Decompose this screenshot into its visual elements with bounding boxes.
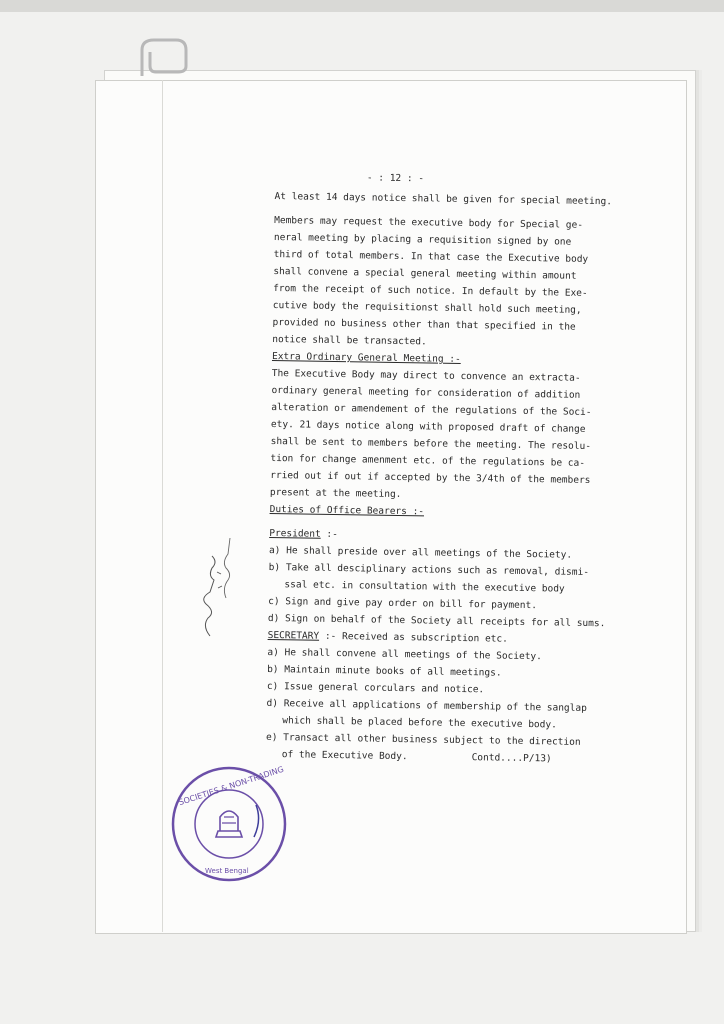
registrar-seal-stamp (170, 765, 288, 883)
contd-note: Contd....P/13) (471, 752, 552, 765)
paragraph-line: The Executive Body may direct to convence an extracta- (271, 367, 581, 384)
scan-edge (0, 0, 724, 12)
list-item: c) Sign and give pay order on bill for payment. (268, 595, 538, 612)
paragraph-line: alteration or amendement of the regulations of the Soci- (271, 401, 592, 419)
list-item: b) Maintain minute books of all meetings. (267, 663, 502, 679)
paragraph-line: ordinary general meeting for consideration of addition (271, 384, 581, 401)
paragraph-line: present at the meeting. (269, 486, 402, 501)
list-item: b) Take all desciplinary actions such as removal, dismi- (268, 561, 590, 578)
list-item: d) Receive all applications of membership of the sanglap (266, 697, 587, 714)
president-label: President (269, 527, 321, 540)
list-item: d) Sign on behalf of the Society all receipts for all sums. (267, 612, 606, 630)
list-item-continuation: of the Executive Body. (281, 749, 408, 763)
paragraph-line: cutive body the requisitionst shall hold such meeting, (272, 299, 582, 316)
paragraph-line: shall convene a special general meeting within amount (273, 265, 577, 282)
paragraph-line: At least 14 days notice shall be given for special meeting. (274, 190, 613, 208)
list-item: c) Issue general corculars and notice. (266, 680, 485, 696)
paragraph-line: third of total members. In that case the Executive body (273, 248, 589, 265)
paragraph-line: rried out if out if accepted by the 3/4th of the members (270, 469, 591, 486)
list-item: a) He shall convene all meetings of the Society. (267, 646, 542, 663)
secretary-label: SECRETARY (267, 629, 320, 642)
list-item: a) He shall preside over all meetings of the Society. (268, 544, 573, 561)
list-item-continuation: ssal etc. in consultation with the executive body (284, 579, 565, 595)
paragraph-line: provided no business other than that specified in the (272, 316, 576, 333)
list-item: e) Transact all other business subject to the direction (265, 731, 581, 748)
document-text (266, 168, 675, 769)
section-heading-extra-ordinary: Extra Ordinary General Meeting :- (271, 350, 461, 365)
paragraph-line: neral meeting by placing a requisition signed by one (273, 231, 572, 248)
handwritten-signature (196, 528, 242, 638)
page-number: - : 12 : - (366, 172, 425, 185)
paragraph-line: ety. 21 days notice along with proposed draft of change (270, 418, 586, 435)
svg-text:SOCIETIES & NON-TRADING: SOCIETIES & NON-TRADING (177, 765, 285, 808)
paragraph-line: tion for change amenment etc. of the regulations be ca- (270, 452, 586, 469)
section-heading-duties: Duties of Office Bearers :- (269, 503, 425, 518)
list-item-continuation: which shall be placed before the executive body. (282, 715, 557, 731)
paragraph-line: notice shall be transacted. (272, 333, 427, 348)
president-suffix: :- (320, 528, 338, 541)
paragraph-line: shall be sent to members before the meeting. The resolu- (270, 435, 592, 452)
page-fold-line (162, 80, 163, 932)
svg-text:West Bengal: West Bengal (205, 867, 249, 875)
paragraph-line: Members may request the executive body for Special ge- (274, 214, 584, 231)
secretary-suffix: :- Received as subscription etc. (319, 630, 508, 645)
paragraph-line: from the receipt of such notice. In default by the Exe- (273, 282, 588, 299)
paper-clip-icon (128, 36, 194, 78)
